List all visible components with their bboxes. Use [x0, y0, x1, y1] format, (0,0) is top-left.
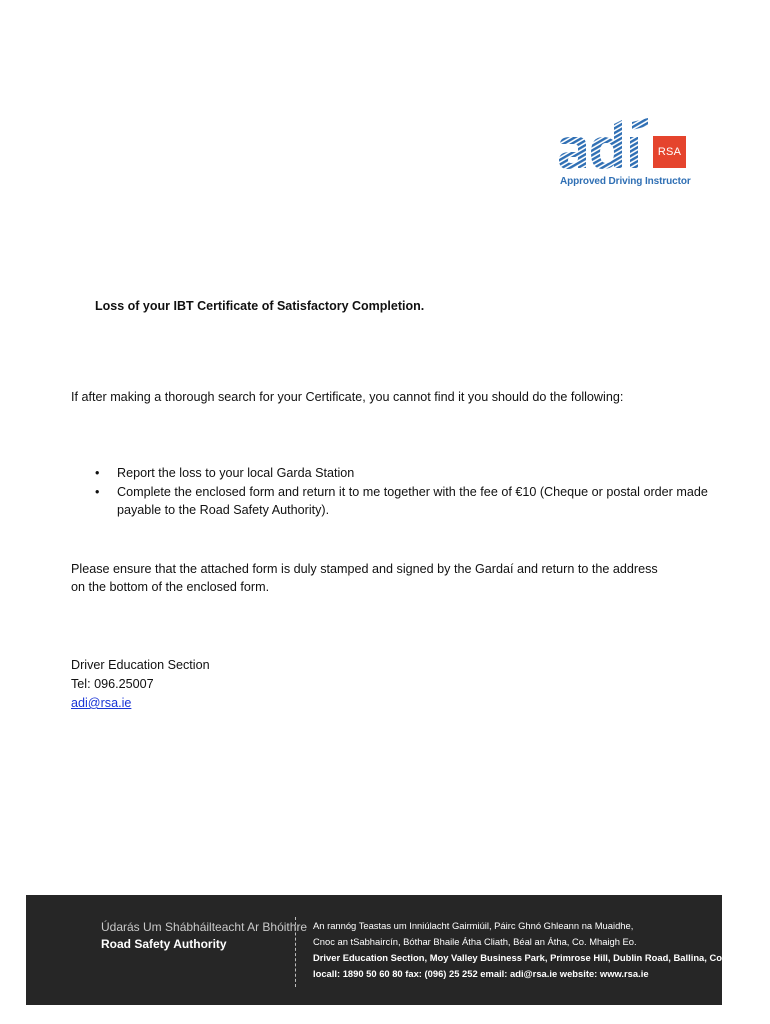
- footer-address-line: Driver Education Section, Moy Valley Business Park, Primrose Hill, Dublin Road, Ballina, Co. Mayo.: [313, 952, 754, 963]
- list-item-text: Complete the enclosed form and return it to me together with the fee of €10 (Cheque or postal order made payable to the Road Safety Authority).: [117, 484, 708, 517]
- contact-block: [71, 656, 210, 713]
- bullet-icon: •: [95, 466, 100, 480]
- page-title: Loss of your IBT Certificate of Satisfactory Completion.: [95, 299, 425, 313]
- footer-org-english: Road Safety Authority: [101, 937, 227, 951]
- instruction-paragraph: Please ensure that the attached form is duly stamped and signed by the Gardaí and return to the address on the bottom of the enclosed form.: [71, 562, 658, 594]
- list-item: [71, 483, 711, 520]
- contact-section: Driver Education Section: [71, 658, 210, 672]
- footer-address-line: Cnoc an tSabhaircín, Bóthar Bhaile Átha Cliath, Béal an Átha, Co. Mhaigh Eo.: [313, 936, 637, 947]
- contact-phone: Tel: 096.25007: [71, 677, 154, 691]
- intro-paragraph: If after making a thorough search for your Certificate, you cannot find it you should do the following:: [71, 390, 624, 404]
- list-item: [71, 464, 711, 483]
- footer-address: [313, 918, 754, 982]
- footer-org-irish: Údarás Um Shábháilteacht Ar Bhóithre: [101, 920, 308, 934]
- footer-org: [101, 919, 307, 953]
- rsa-badge: RSA: [653, 136, 686, 168]
- footer-banner: [26, 895, 754, 1005]
- logo-tagline: Approved Driving Instructor: [560, 176, 691, 187]
- contact-email-link[interactable]: adi@rsa.ie: [71, 696, 132, 710]
- adi-logo-mark: [558, 118, 650, 170]
- instruction-list: [71, 464, 711, 520]
- list-item-text: Report the loss to your local Garda Station: [117, 466, 355, 480]
- footer-contact-line: locall: 1890 50 60 80 fax: (096) 25 252 email: adi@rsa.ie website: www.rsa.ie: [313, 968, 649, 979]
- bullet-icon: •: [95, 484, 100, 499]
- adi-logo: [558, 118, 691, 194]
- footer-address-line: An rannóg Teastas um Inniúlacht Gairmiúil, Páirc Ghnó Ghleann na Muaidhe,: [313, 920, 634, 931]
- footer-divider: [295, 917, 296, 987]
